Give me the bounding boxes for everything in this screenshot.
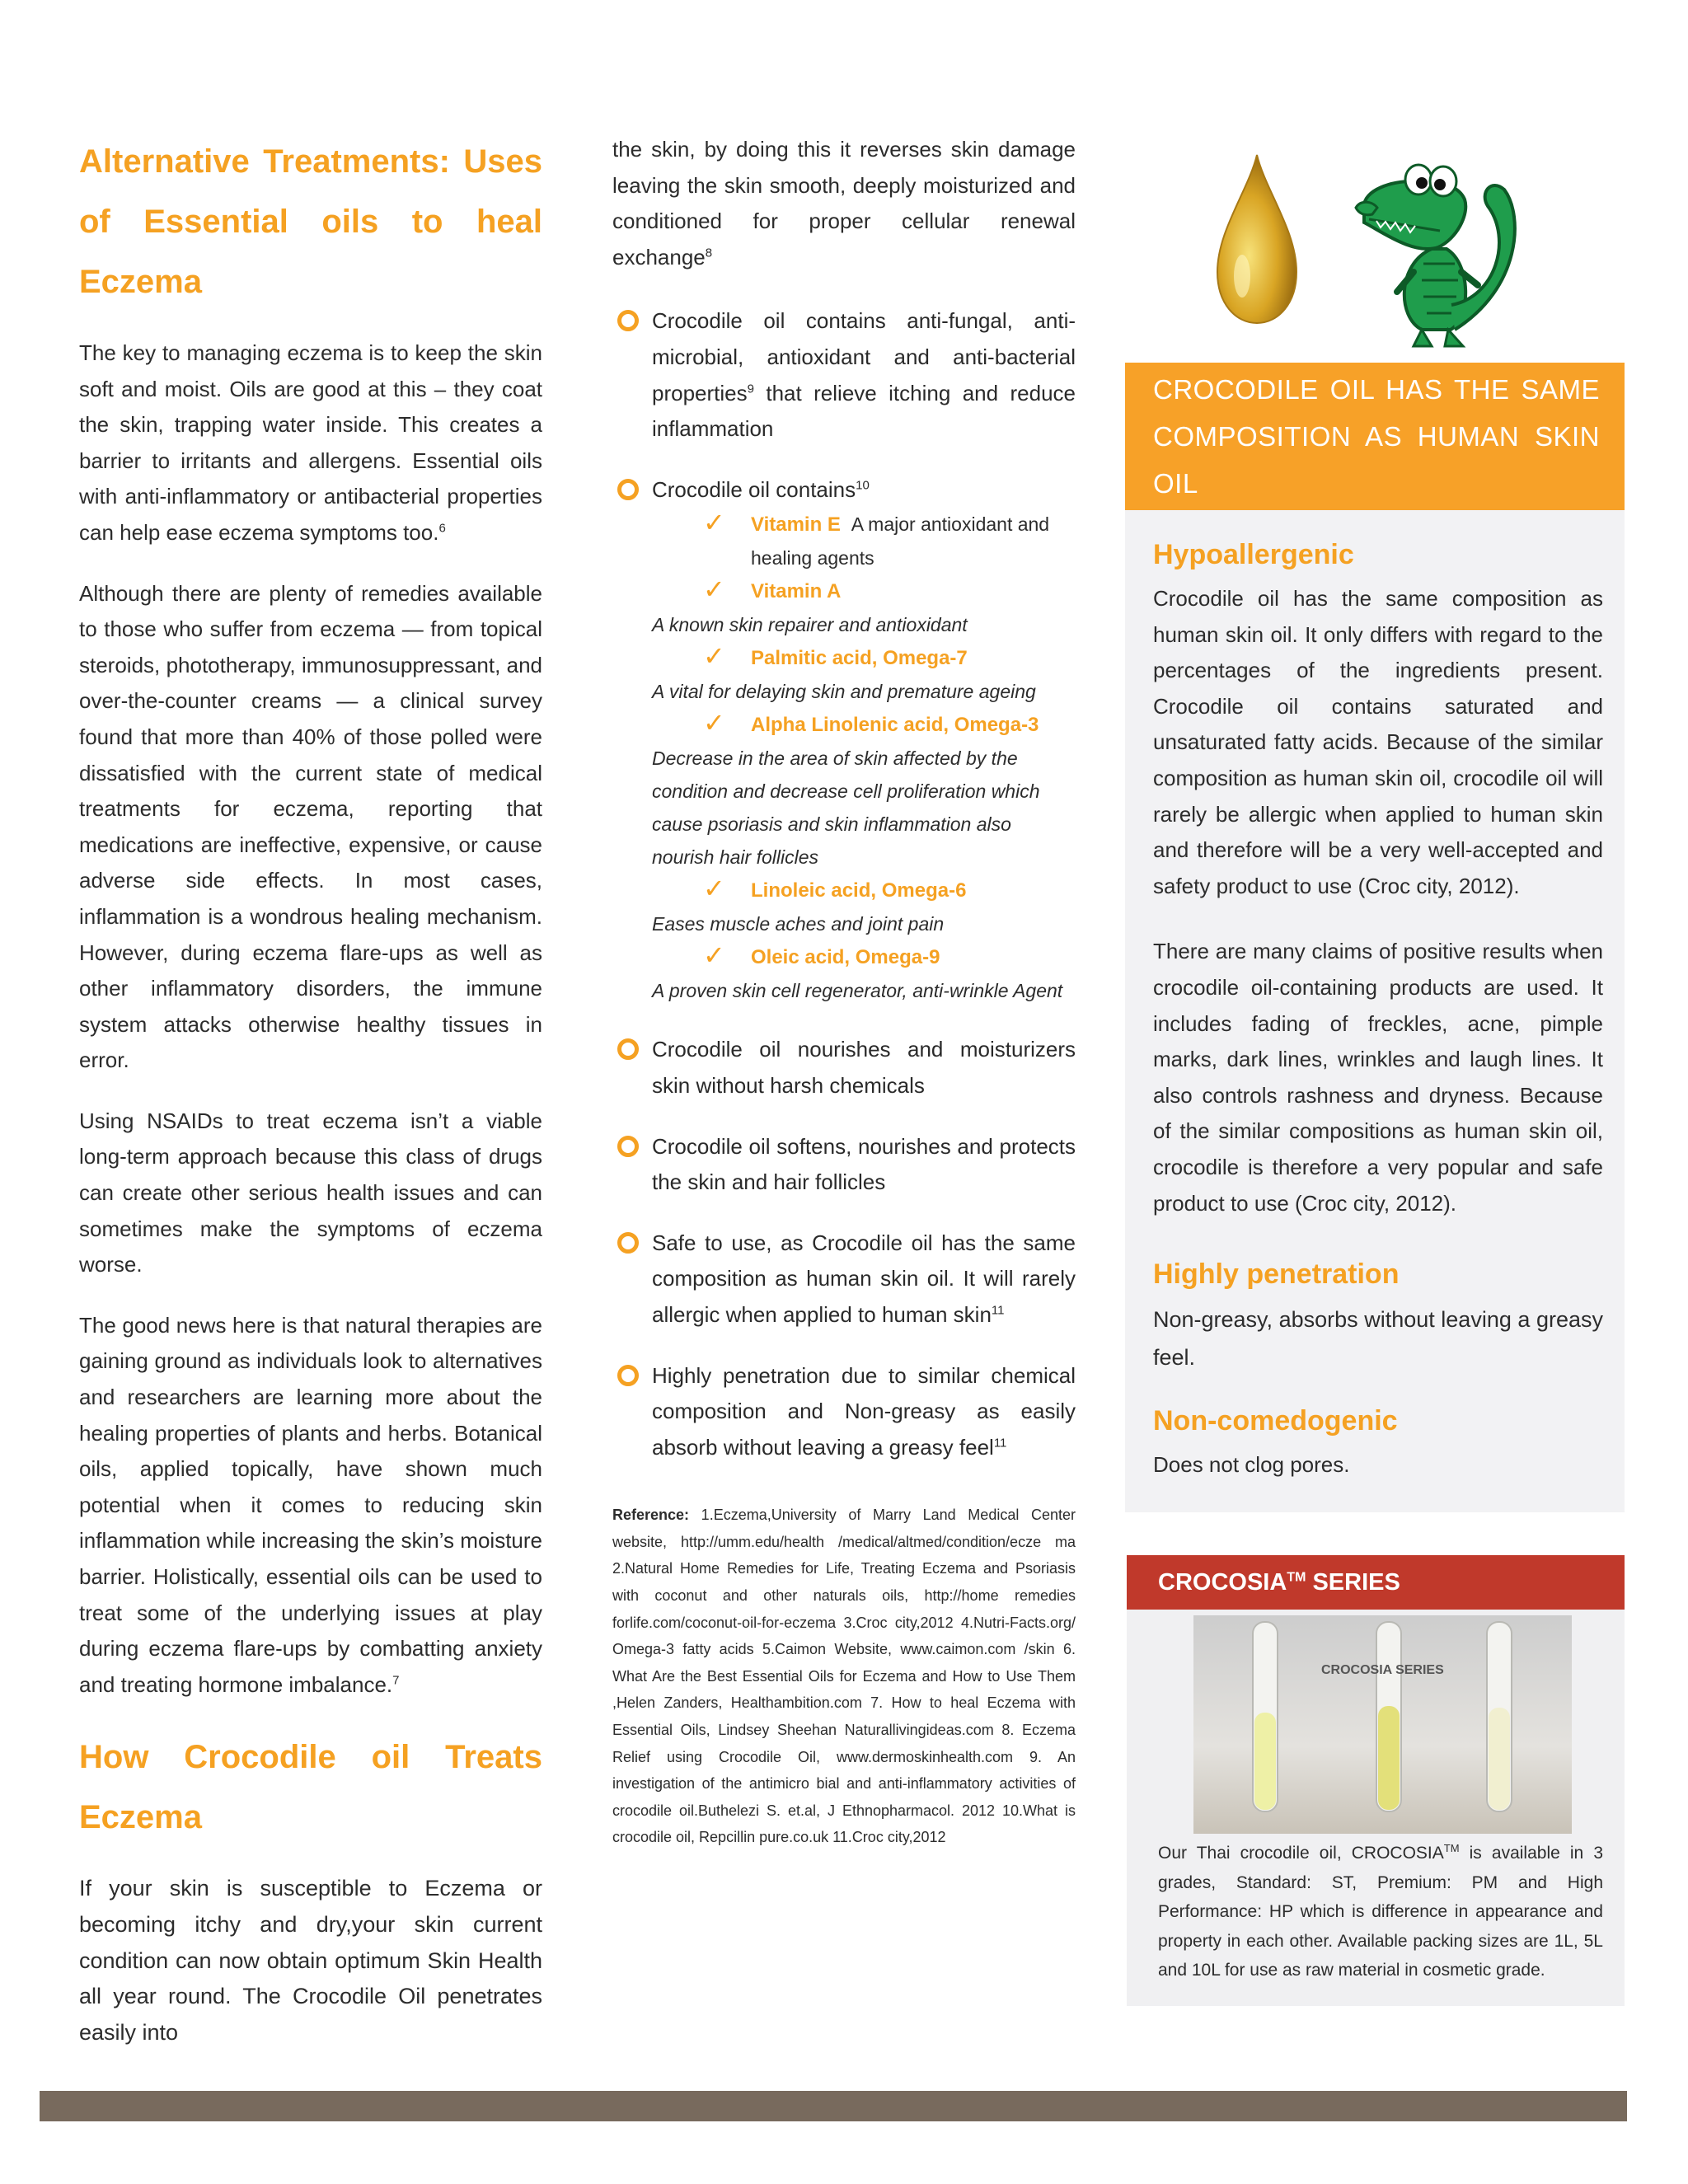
heading-alternative-treatments: Alternative Treatments: Uses of Essential oils to heal Eczema [79, 143, 542, 300]
product-tubes-photo [1193, 1615, 1572, 1834]
crocodile-mascot-icon [1356, 165, 1515, 346]
vitamin-item: ✓ Vitamin E A major antioxidant and healing agents [703, 508, 1050, 569]
bullet-circle-icon [617, 1136, 639, 1157]
paragraph-key-managing: The key to managing eczema is to keep the skin soft and moist. Oils are good at this – they coat the skin, trapping water inside. This creates a barrier to irritants and allergens. Essential oils with anti-inflammatory or antibacterial properties can help ease eczema symptoms too.$^6$ [79, 340, 542, 545]
vitamin-description: A proven skin cell regenerator, anti-wrinkle Agent [652, 980, 1063, 1002]
crocosia-description: Our Thai crocodile oil, CROCOSIA™ is available in 3 grades, Standard: ST, Premium: PM and High Performance: HP which is difference in appearance and property in each other. Available packing sizes are 1L, 5L and 10L for use as raw material in cosmetic grade. [1158, 1842, 1604, 1980]
checkmark-icon: ✓ [703, 708, 725, 738]
vitamin-description: A vital for delaying skin and premature ageing [652, 681, 1036, 703]
bullet-nourishes: Crocodile oil nourishes and moisturizers skin without harsh chemicals [612, 1032, 1076, 1104]
vitamin-description: A known skin repairer and antioxidant [652, 614, 968, 636]
non-comedogenic-text: Does not clog pores. [1153, 1452, 1350, 1478]
checkmark-icon: ✓ [703, 508, 725, 538]
paragraph-continued: the skin, by doing this it reverses skin damage leaving the skin smooth, deeply moisturized and conditioned for proper cellular renewal exchange$^8$ [612, 137, 1076, 269]
composition-panel-title: CROCODILE OIL HAS THE SAME COMPOSITION AS HUMAN SKIN OIL [1125, 363, 1625, 510]
hypoallergenic-text: Crocodile oil has the same composition as human skin oil. It only differs with regard to the percentages of the ingredients present. Crocodile oil contains saturated and unsaturated fatty acids. Because of the similar composition as human skin oil, crocodile oil will rarely be allergic when applied to human skin and therefore will be a very well-accepted and safety product to use (Croc city, 2012). [1153, 586, 1603, 898]
middle-column [612, 132, 1076, 1851]
vitamin-item: ✓ Oleic acid, Omega-9 [703, 940, 940, 971]
vitamin-description: Decrease in the area of skin affected by the condition and decrease cell proliferation which cause psoriasis and skin inflammation also nourish hair follicles [652, 748, 1040, 869]
vitamin-item: ✓ Vitamin A [703, 574, 842, 605]
paragraph-good-news: The good news here is that natural therapies are gaining ground as individuals look to alternatives and researchers are learning more about the healing properties of plants and herbs. Botanical oils, applied topically, have shown much potential when it comes to reducing skin inflammation while increasing the skin’s moisture barrier. Holistically, essential oils can be used to treat some of the underlying issues at play during eczema flare-ups by combatting anxiety and treating hormone imbalance.$^7$ [79, 1312, 542, 1697]
crocosia-series-panel [1127, 1610, 1625, 2006]
logo-illustration [1125, 140, 1625, 363]
bullet-circle-icon [617, 479, 639, 500]
checkmark-icon: ✓ [703, 574, 725, 605]
bullet-anti-fungal: Crocodile oil contains anti-fungal, anti-microbial, antioxidant and anti-bacterial properties$^9$ that relieve itching and reduce inflammation [612, 303, 1076, 447]
checkmark-icon: ✓ [703, 874, 725, 904]
non-comedogenic-heading: Non-comedogenic [1153, 1405, 1398, 1437]
right-column [1125, 140, 1625, 1512]
penetration-heading: Highly penetration [1153, 1258, 1400, 1291]
checkmark-icon: ✓ [703, 940, 725, 971]
bullet-circle-icon [617, 1365, 639, 1386]
vitamin-item: ✓ Alpha Linolenic acid, Omega-3 [703, 708, 1039, 738]
bullet-safe: Safe to use, as Crocodile oil has the same composition as human skin oil. It will rarely allergic when applied to human skin$^{11}$ [612, 1226, 1076, 1333]
crocodile-logo [1125, 140, 1625, 363]
heading-how-crocodile-oil: How Crocodile oil Treats Eczema [79, 1739, 542, 1836]
composition-panel [1125, 510, 1625, 1512]
oil-drop-icon [1217, 155, 1296, 323]
reference-list: Reference: 1.Eczema,University of Marry Land Medical Center website, http://umm.edu/health /medical/altmed/condition/ecze ma 2.Natural Home Remedies for Life, Treating Eczema and Psoriasis with coconut and other naturals oils, http://home remedies forlife.com/coconut-oil-for-eczema 3.Croc city,2012 4.Nutri-Facts.org/ Omega-3 fatty acids 5.Caimon Website, www.caimon.com /skin 6. What Are the Best Essential Oils for Eczema and How to Use Them ,Helen Zanders, Healthambition.com 7. How to heal Eczema with Essential Oils, Lindsey Sheehan Naturallivingideas.com 8. Eczema Relief using Crocodile Oil, www.dermoskinhealth.com 9. An investigation of the antimicro bial and anti-inflammatory activities of crocodile oil.Buthelezi S. et.al, J Ethnopharmacol. 2012 10.What is crocodile oil, Repcillin pure.co.uk 11.Croc city,2012 [612, 1507, 1076, 1846]
crocosia-series-title: CROCOSIA™ SERIES [1127, 1555, 1625, 1610]
bullet-softens: Crocodile oil softens, nourishes and protects the skin and hair follicles [612, 1129, 1076, 1201]
vitamin-description: Eases muscle aches and joint pain [652, 913, 945, 935]
paragraph-nsaids: Using NSAIDs to treat eczema isn’t a viable long-term approach because this class of drugs can create other serious health issues and can sometimes make the symptoms of eczema worse. [79, 1108, 542, 1277]
claims-text: There are many claims of positive results when crocodile oil-containing products are used. It includes fading of freckles, acne, pimple marks, dark lines, wrinkles and laugh lines. It also controls rashness and dryness. Because of the similar compositions as human skin oil, crocodile is therefore a very popular and safe product to use (Croc city, 2012). [1153, 939, 1603, 1216]
photo-label: CROCOSIA SERIES [1321, 1663, 1444, 1677]
footer-bar [40, 2091, 1627, 2121]
penetration-text: Non-greasy, absorbs without leaving a greasy feel. [1153, 1307, 1603, 1371]
paragraph-remedies: Although there are plenty of remedies available to those who suffer from eczema — from topical steroids, phototherapy, immunosuppressant, and over-the-counter creams — a clinical survey found that more than 40% of those polled were dissatisfied with the current state of medical treatments for eczema, reporting that medications are ineffective, expensive, or cause adverse side effects. In most cases, inflammation is a wondrous healing mechanism. However, during eczema flare-ups as well as other inflammatory disorders, the immune system attacks otherwise healthy tissues in error. [79, 580, 542, 1073]
bullet-circle-icon [617, 310, 639, 331]
bullet-circle-icon [617, 1038, 639, 1060]
hypoallergenic-heading: Hypoallergenic [1153, 539, 1354, 570]
vitamin-item: ✓ Palmitic acid, Omega-7 [703, 641, 968, 672]
vitamin-item: ✓ Linoleic acid, Omega-6 [703, 874, 967, 904]
bullet-circle-icon [617, 1232, 639, 1254]
bullet-penetration: Highly penetration due to similar chemical composition and Non-greasy as easily absorb without leaving a greasy feel$^{11}$ [612, 1358, 1076, 1466]
paragraph-skin-susceptible: If your skin is susceptible to Eczema or becoming itchy and dry,your skin current condition can now obtain optimum Skin Health all year round. The Crocodile Oil penetrates easily into [79, 1876, 542, 2045]
vitamin-list [652, 508, 1076, 1007]
bullet-contains: Crocodile oil contains$^{10}$ [612, 472, 1076, 509]
left-column [79, 132, 542, 2050]
checkmark-icon: ✓ [703, 641, 725, 672]
